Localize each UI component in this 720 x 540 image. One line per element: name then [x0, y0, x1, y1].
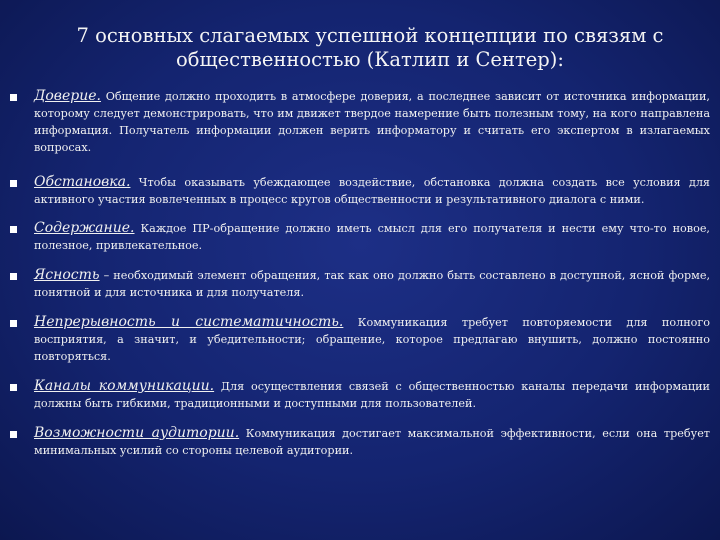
item-term: Содержание. — [34, 220, 135, 236]
list-item — [0, 88, 720, 156]
square-bullet-icon — [10, 94, 17, 101]
square-bullet-icon — [10, 180, 17, 187]
concept-list — [0, 88, 720, 459]
item-text: – необходимый элемент обращения, так как оно должно быть составлено в доступной, ясной форме, понятной и для источника и для получателя. — [34, 269, 710, 299]
square-bullet-icon — [10, 431, 17, 438]
item-term: Непрерывность и систематичность. — [34, 314, 344, 330]
item-text: Коммуникация требует повторяемости для полного восприятия, а значит, и убедительности; обращение, которое предлагаю внушить, должно постоянно повторяться. — [34, 316, 710, 363]
item-text: Каждое ПР-обращение должно иметь смысл для его получателя и нести ему что-то новое, полезное, привлекательное. — [34, 222, 710, 252]
item-term: Каналы коммуникации. — [34, 378, 215, 394]
square-bullet-icon — [10, 273, 17, 280]
list-item — [0, 425, 720, 459]
item-term: Обстановка. — [34, 174, 131, 190]
list-item — [0, 378, 720, 412]
item-text: Для осуществления связей с общественностью каналы передачи информации должны быть гибкими, традиционными и доступными для пользователей. — [34, 380, 710, 410]
item-term: Доверие. — [34, 88, 101, 104]
item-text: Общение должно проходить в атмосфере доверия, а последнее зависит от источника информации, которому следует демонстрировать, что им движет твердое намерение быть полезным тому, на кого направлена информация. Получатель информации должен верить информатору и считать его экспертом в излагаемых вопросах. — [34, 90, 710, 154]
item-term: Возможности аудитории. — [34, 425, 240, 441]
item-text: Чтобы оказывать убеждающее воздействие, обстановка должна создать все условия для активного участия вовлеченных в процесс кругов общественности и результативного диалога с ними. — [34, 176, 710, 206]
square-bullet-icon — [10, 384, 17, 391]
item-term: Ясность — [34, 267, 100, 283]
list-item — [0, 267, 720, 301]
list-item — [0, 220, 720, 254]
list-item — [0, 174, 720, 208]
square-bullet-icon — [10, 320, 17, 327]
list-item — [0, 314, 720, 365]
item-text: Коммуникация достигает максимальной эффективности, если она требует минимальных усилий со стороны целевой аудитории. — [34, 427, 710, 457]
slide-title: 7 основных слагаемых успешной концепции по связям с общественностью (Катлип и Сентер): — [76, 24, 664, 71]
square-bullet-icon — [10, 226, 17, 233]
